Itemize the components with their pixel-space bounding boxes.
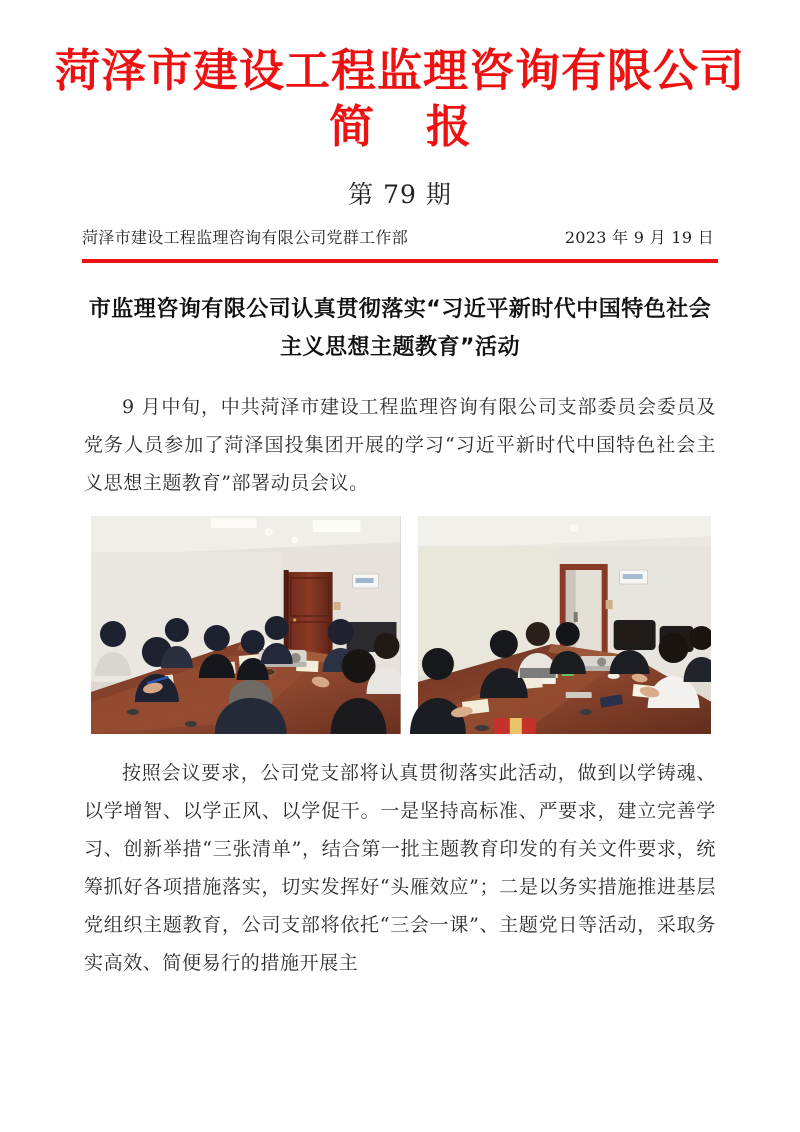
meeting-photo-left xyxy=(91,516,401,734)
paragraph: 9 月中旬，中共菏泽市建设工程监理咨询有限公司支部委员会委员及党务人员参加了菏泽国投集团开展的学习“习近平新时代中国特色社会主义思想主题教育”部署动员会议。 xyxy=(84,395,716,494)
paragraph: 按照会议要求，公司党支部将认真贯彻落实此活动，做到以学铸魂、以学增智、以学正风、以学促干。一是坚持高标准、严要求，建立完善学习、创新举措“三张清单”，结合第一批主题教育印发的有关文件要求，统筹抓好各项措施落实，切实发挥好“头雁效应”；二是以务实措施推进基层党组织主题教育，公司支部将依托“三会一课”、主题党日等活动，采取务实高效、简便易行的措施开展主 xyxy=(84,761,716,974)
photo-strip xyxy=(0,516,800,734)
article-headline: 市监理咨询有限公司认真贯彻落实“习近平新时代中国特色社会主义思想主题教育”活动 xyxy=(88,296,712,361)
issue-number: 第 79 期 xyxy=(348,179,452,209)
masthead xyxy=(0,0,800,153)
article-body-second xyxy=(84,754,716,982)
issuing-department: 菏泽市建设工程监理咨询有限公司党群工作部 xyxy=(82,227,409,247)
masthead-red-divider xyxy=(82,259,718,263)
masthead-meta-row xyxy=(0,225,800,248)
masthead-bulletin-word: 简 报 xyxy=(329,100,489,154)
article-body-first xyxy=(84,388,716,502)
meeting-photo-right xyxy=(402,516,712,734)
publication-date: 2023 年 9 月 19 日 xyxy=(564,227,714,247)
masthead-company-name: 菏泽市建设工程监理咨询有限公司 xyxy=(54,44,745,97)
